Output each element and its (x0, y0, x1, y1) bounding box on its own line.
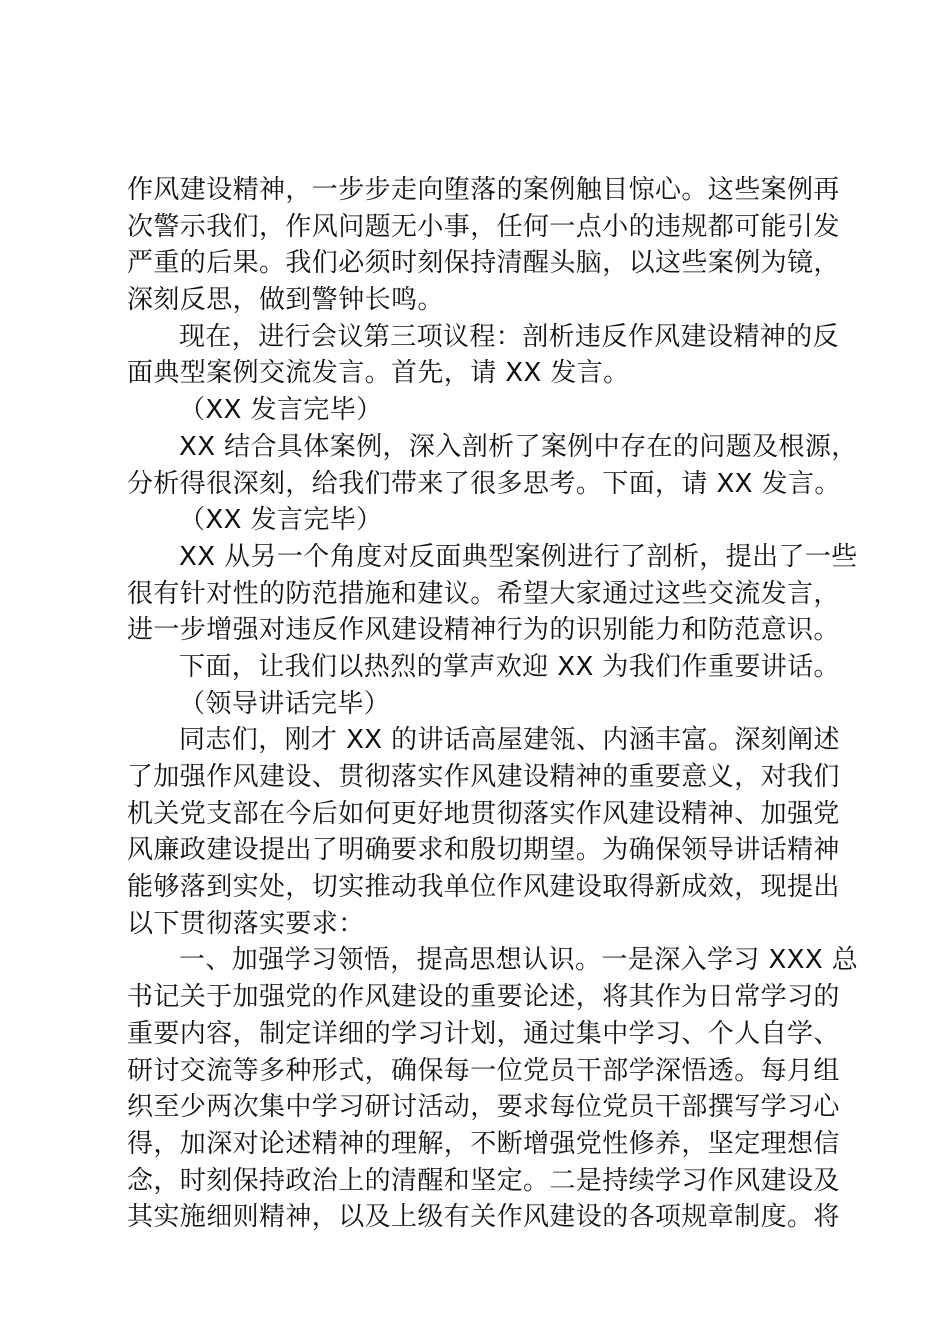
text-line: 面典型案例交流发言。首先，请 XX 发言。 (127, 358, 630, 389)
text-line: 了加强作风建设、贯彻落实作风建设精神的重要意义，对我们 (127, 762, 840, 792)
text-line: （XX 发言完毕） (179, 505, 383, 536)
text-line: 能够落到实处，切实推动我单位作风建设取得新成效，现提出 (127, 872, 840, 903)
text-line: 机关党支部在今后如何更好地贯彻落实作风建设精神、加强党 (127, 798, 840, 829)
text-line: 严重的后果。我们必须时刻保持清醒头脑，以这些案例为镜， (127, 248, 840, 279)
text-line: 分析得很深刻，给我们带来了很多思考。下面，请 XX 发言。 (127, 468, 841, 499)
text-line: 一、加强学习领悟，提高思想认识。一是深入学习 XXX 总 (179, 945, 859, 976)
text-line: 下面，让我们以热烈的掌声欢迎 XX 为我们作重要讲话。 (179, 651, 840, 682)
text-line: 次警示我们，作风问题无小事，任何一点小的违规都可能引发 (127, 211, 840, 242)
text-line: 书记关于加强党的作风建设的重要论述，将其作为日常学习的 (127, 982, 840, 1013)
text-line: XX 结合具体案例，深入剖析了案例中存在的问题及根源， (179, 431, 858, 462)
text-line: 很有针对性的防范措施和建议。希望大家通过这些交流发言， (127, 578, 840, 609)
text-line: XX 从另一个角度对反面典型案例进行了剖析，提出了一些 (179, 541, 858, 572)
text-line: 风廉政建设提出了明确要求和殷切期望。为确保领导讲话精神 (127, 835, 840, 866)
text-line: 同志们，刚才 XX 的讲话高屋建瓴、内涵丰富。深刻阐述 (179, 725, 840, 756)
text-line: 作风建设精神，一步步走向堕落的案例触目惊心。这些案例再 (127, 175, 840, 205)
text-line: 研讨交流等多种形式，确保每一位党员干部学深悟透。每月组 (127, 1055, 840, 1086)
text-line: （XX 发言完毕） (179, 395, 383, 426)
text-line: 念，时刻保持政治上的清醒和坚定。二是持续学习作风建设及 (127, 1165, 840, 1196)
text-line: 进一步增强对违反作风建设精神行为的识别能力和防范意识。 (127, 615, 840, 646)
text-line: 深刻反思，做到警钟长鸣。 (127, 285, 444, 316)
text-line: （领导讲话完毕） (179, 688, 391, 719)
document-body (127, 172, 859, 1236)
text-line: 现在，进行会议第三项议程：剖析违反作风建设精神的反 (179, 321, 840, 352)
text-line: 得，加深对论述精神的理解，不断增强党性修养，坚定理想信 (127, 1128, 840, 1159)
text-line: 织至少两次集中学习研讨活动，要求每位党员干部撰写学习心 (127, 1092, 840, 1123)
text-line: 其实施细则精神，以及上级有关作风建设的各项规章制度。将 (127, 1202, 840, 1233)
text-line: 以下贯彻落实要求： (127, 908, 365, 939)
text-line: 重要内容，制定详细的学习计划，通过集中学习、个人自学、 (127, 1018, 840, 1049)
